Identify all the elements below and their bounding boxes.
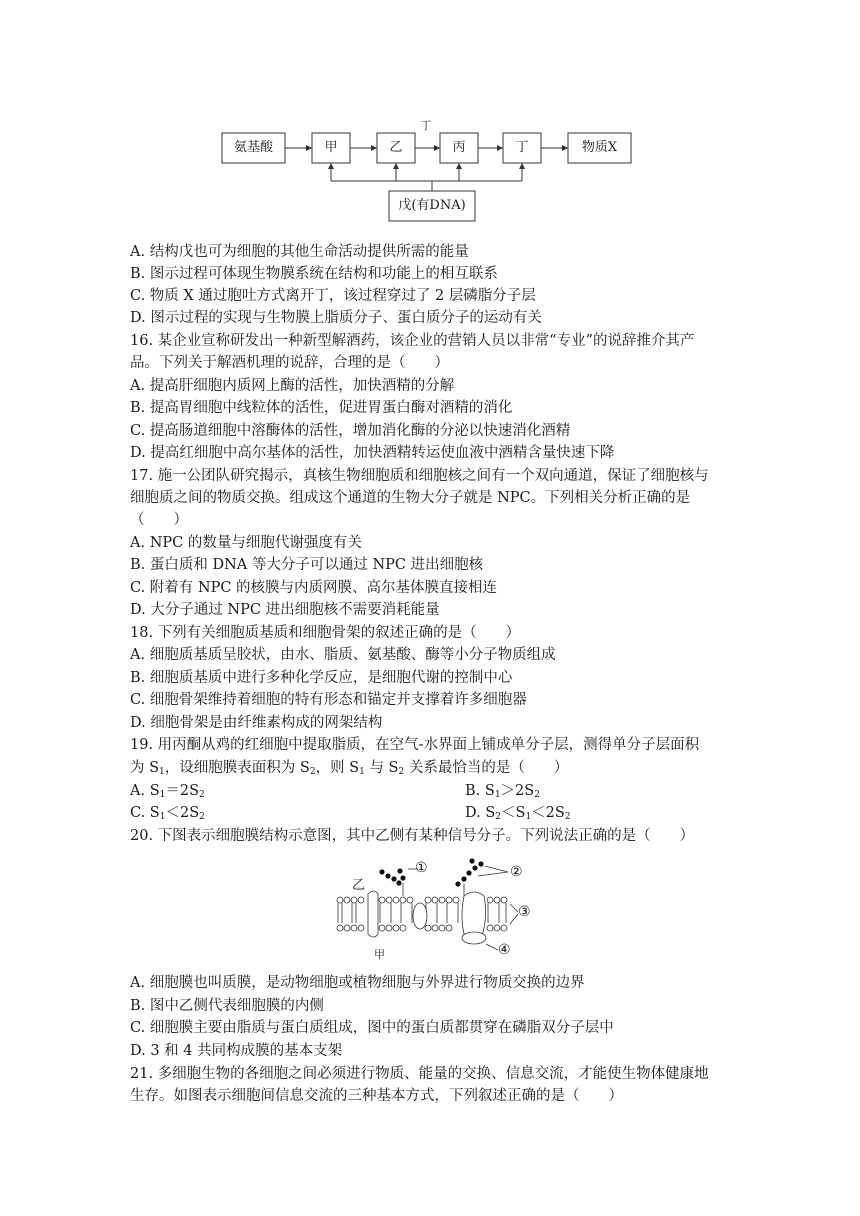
q20-stem: 20. 下图表示细胞膜结构示意图，其中乙侧有某种信号分子。下列说法正确的是（ ） [130, 828, 695, 844]
q19-option-a: A. $S_1=2S_2$ [130, 783, 205, 800]
arrow-label: 丁 [420, 119, 432, 132]
node-jia: 甲 [324, 140, 338, 155]
node-wu: 戊(有DNA) [398, 198, 466, 213]
node-yi: 乙 [389, 140, 403, 155]
q21-stem-2: 生存。如图表示细胞间信息交流的三种基本方式，下列叙述正确的是（ ） [130, 1088, 623, 1104]
label-3: ③ [518, 904, 531, 920]
q19-option-d: D. $S_2<S_1<2S_2$ [465, 805, 571, 822]
q20-option-c: C. 细胞膜主要由脂质与蛋白质组成，图中的蛋白质都贯穿在磷脂双分子层中 [130, 1020, 614, 1036]
q17-option-d: D. 大分子通过 NPC 进出细胞核不需要消耗能量 [130, 602, 440, 618]
q16-option-b: B. 提高胃细胞中线粒体的活性，促进胃蛋白酶对酒精的消化 [130, 400, 513, 416]
peripheral-protein [462, 932, 486, 944]
q15-option-b: B. 图示过程可体现生物膜系统在结构和功能上的相互联系 [130, 266, 498, 282]
q18-stem: 18. 下列有关细胞质基质和细胞骨架的叙述正确的是（ ） [130, 625, 521, 641]
q16-stem-1: 16. 某企业宣称研发出一种新型解酒药，该企业的营销人员以非常“专业”的说辞推介其产 [130, 333, 695, 349]
node-substance-x: 物质X [581, 140, 618, 155]
label-jia-side: 甲 [374, 948, 385, 961]
q17-option-a: A. NPC 的数量与细胞代谢强度有关 [130, 535, 362, 551]
q15-option-c: C. 物质 X 通过胞吐方式离开丁，该过程穿过了 2 层磷脂分子层 [130, 288, 536, 304]
q16-option-c: C. 提高肠道细胞中溶酶体的活性，增加消化酶的分泌以快速消化酒精 [130, 423, 571, 439]
transmembrane-protein [462, 892, 486, 939]
q17-option-c: C. 附着有 NPC 的核膜与内质网膜、高尔基体膜直接相连 [130, 580, 498, 596]
label-2: ② [510, 864, 523, 880]
q20-option-d: D. 3 和 4 共同构成膜的基本支架 [130, 1043, 343, 1059]
q18-option-c: C. 细胞骨架维持着细胞的特有形态和锚定并支撑着许多细胞器 [130, 692, 527, 708]
q17-stem-3: （ ） [130, 512, 188, 528]
label-4: ④ [498, 942, 511, 958]
q20-option-b: B. 图中乙侧代表细胞膜的内侧 [130, 998, 324, 1014]
q16-option-d: D. 提高红细胞中高尔基体的活性，加快酒精转运使血液中酒精含量快速下降 [130, 445, 615, 461]
node-bing: 丙 [452, 140, 466, 155]
q16-stem-2: 品。下列关于解酒机理的说辞，合理的是（ ） [130, 355, 449, 371]
q15-option-a: A. 结构戊也可为细胞的其他生命活动提供所需的能量 [130, 244, 469, 260]
q19-option-b: B. $S_1>2S_2$ [465, 783, 540, 800]
flow-diagram [0, 0, 860, 240]
label-yi-side: 乙 [352, 878, 366, 893]
q18-option-a: A. 细胞质基质呈胶状，由水、脂质、氨基酸、酶等小分子物质组成 [130, 647, 556, 663]
label-1: ① [415, 860, 428, 876]
embedded-protein [413, 903, 427, 929]
q19-stem-2: 为 $S_1$，设细胞膜表面积为 $S_2$，则 $S_1$ 与 $S_2$ 关系最恰当的是（ ） [130, 760, 569, 777]
q17-stem-1: 17. 施一公团队研究揭示，真核生物细胞质和细胞核之间有一个双向通道，保证了细胞核与 [130, 468, 709, 484]
q19-option-c: C. $S_1<2S_2$ [130, 805, 205, 822]
node-amino-acid: 氨基酸 [233, 140, 273, 155]
q16-option-a: A. 提高肝细胞内质网上酶的活性，加快酒精的分解 [130, 378, 455, 394]
q17-option-b: B. 蛋白质和 DNA 等大分子可以通过 NPC 进出细胞核 [130, 557, 484, 573]
q15-option-d: D. 图示过程的实现与生物膜上脂质分子、蛋白质分子的运动有关 [130, 310, 542, 326]
q18-option-d: D. 细胞骨架是由纤维素构成的网架结构 [130, 715, 383, 731]
membrane-figure [330, 852, 540, 962]
channel-protein [368, 891, 378, 937]
q20-option-a: A. 细胞膜也叫质膜，是动物细胞或植物细胞与外界进行物质交换的边界 [130, 975, 585, 991]
q21-stem-1: 21. 多细胞生物的各细胞之间必须进行物质、能量的交换、信息交流，才能使生物体健康地 [130, 1066, 709, 1082]
q17-stem-2: 细胞质之间的物质交换。组成这个通道的生物大分子就是 NPC。下列相关分析正确的是 [130, 490, 691, 506]
q18-option-b: B. 细胞质基质中进行多种化学反应，是细胞代谢的控制中心 [130, 670, 513, 686]
node-ding: 丁 [515, 140, 529, 155]
q19-stem-1: 19. 用丙酮从鸡的红细胞中提取脂质，在空气-水界面上铺成单分子层，测得单分子层面积 [130, 737, 700, 753]
